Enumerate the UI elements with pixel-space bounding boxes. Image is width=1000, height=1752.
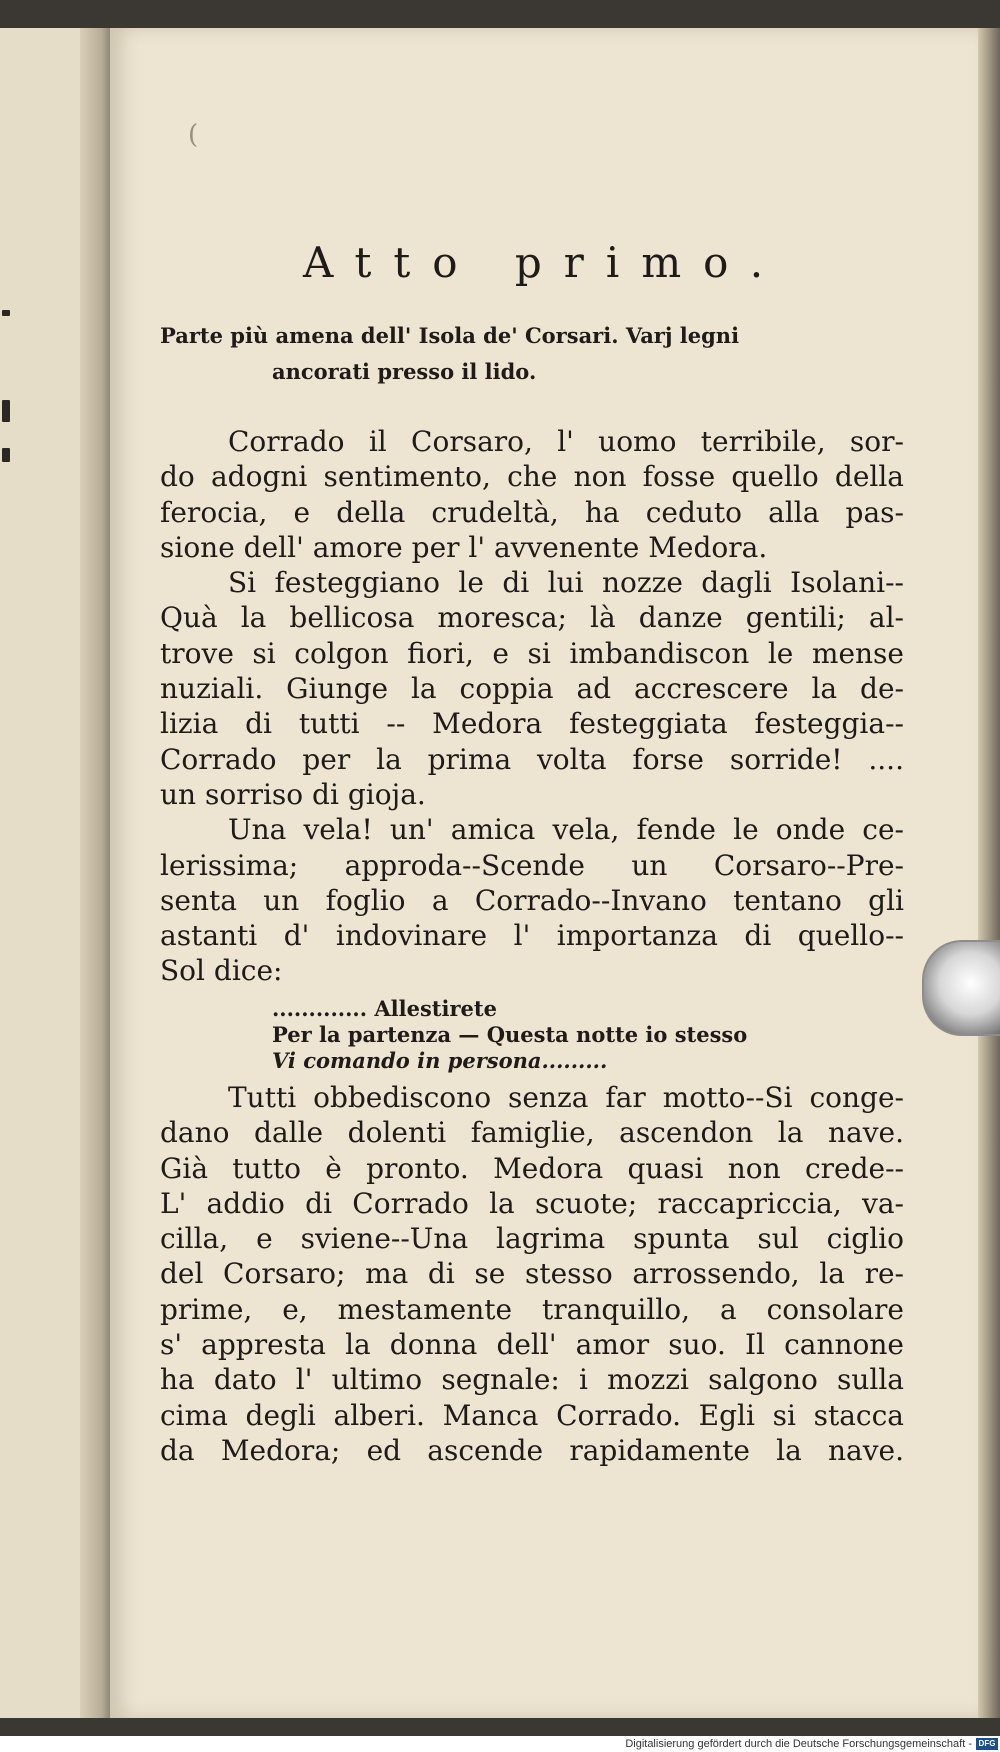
text-line: trove si colgon fiori, e si imbandiscon le mense <box>160 636 904 670</box>
verse-quote <box>272 996 832 1074</box>
verse-line: Vi comando in persona......... <box>272 1048 608 1073</box>
ink-mark <box>2 310 10 316</box>
text-line: Una vela! un' amica vela, fende le onde ce- <box>228 813 904 847</box>
text-line: Si festeggiano le di lui nozze dagli Isolani-- <box>228 566 904 600</box>
text-line: Già tutto è pronto. Medora quasi non crede-- <box>160 1151 904 1185</box>
text-line: dano dalle dolenti famiglie, ascendon la nave. <box>160 1116 904 1150</box>
text-line: Corrado per la prima volta forse sorride! .... <box>160 742 904 776</box>
text-line: ferocia, e della crudeltà, ha ceduto alla pas- <box>160 495 904 529</box>
page-gutter <box>80 28 110 1718</box>
text-line: lizia di tutti -- Medora festeggiata festeggia-- <box>160 707 904 741</box>
text-line: cilla, e sviene--Una lagrima spunta sul ciglio <box>160 1222 904 1256</box>
text-line: Quà la bellicosa moresca; là danze gentili; al- <box>160 601 904 635</box>
text-line: sione dell' amore per l' avvenente Medora. <box>160 530 768 564</box>
text-line: Sol dice: <box>160 954 283 988</box>
ink-mark <box>2 448 10 462</box>
text-line: nuziali. Giunge la coppia ad accrescere la de- <box>160 672 904 706</box>
text-line: del Corsaro; ma di se stesso arrossendo, la re- <box>160 1257 904 1291</box>
dfg-logo: DFG <box>976 1738 998 1750</box>
text-line: Corrado il Corsaro, l' uomo terribile, sor- <box>228 425 904 458</box>
body-text-lower <box>160 1080 904 1468</box>
faint-mark: ( <box>188 120 199 150</box>
facing-page <box>0 28 110 1718</box>
text-line: da Medora; ed ascende rapidamente la nave. <box>160 1433 904 1467</box>
text-line: Tutti obbediscono senza far motto--Si conge- <box>228 1081 904 1114</box>
text-line: un sorriso di gioja. <box>160 777 426 811</box>
text-line: senta un foglio a Corrado--Invano tentano gli <box>160 883 904 917</box>
text-line: L' addio di Corrado la scuote; raccapriccia, va- <box>160 1186 904 1220</box>
text-line: lerissima; approda--Scende un Corsaro--Pre- <box>160 848 904 882</box>
scene-line: ancorati presso il lido. <box>272 359 537 384</box>
verse-line: Per la partenza — Questa notte io stesso <box>272 1022 748 1047</box>
text-line: ha dato l' ultimo segnale: i mozzi salgono sulla <box>160 1363 904 1397</box>
scene-description <box>160 318 860 390</box>
scene-line: Parte più amena dell' Isola de' Corsari. Varj legni <box>160 323 740 348</box>
text-line: s' appresta la donna dell' amor suo. Il cannone <box>160 1328 904 1362</box>
page-edge <box>978 28 1000 1718</box>
text-line: astanti d' indovinare l' importanza di quello-- <box>160 919 904 953</box>
footer-credit: Digitalisierung gefördert durch die Deutsche Forschungsgemeinschaft - <box>625 1738 972 1750</box>
ink-mark <box>2 400 10 422</box>
page-title: Atto primo. <box>302 238 786 287</box>
body-text-upper <box>160 424 904 989</box>
text-line: cima degli alberi. Manca Corrado. Egli si stacca <box>160 1398 904 1432</box>
text-line: do adogni sentimento, che non fosse quello della <box>160 460 904 494</box>
text-line: prime, e, mestamente tranquillo, a consolare <box>160 1292 904 1326</box>
page-clip <box>922 940 1000 1036</box>
verse-line: ............. Allestirete <box>272 996 497 1021</box>
